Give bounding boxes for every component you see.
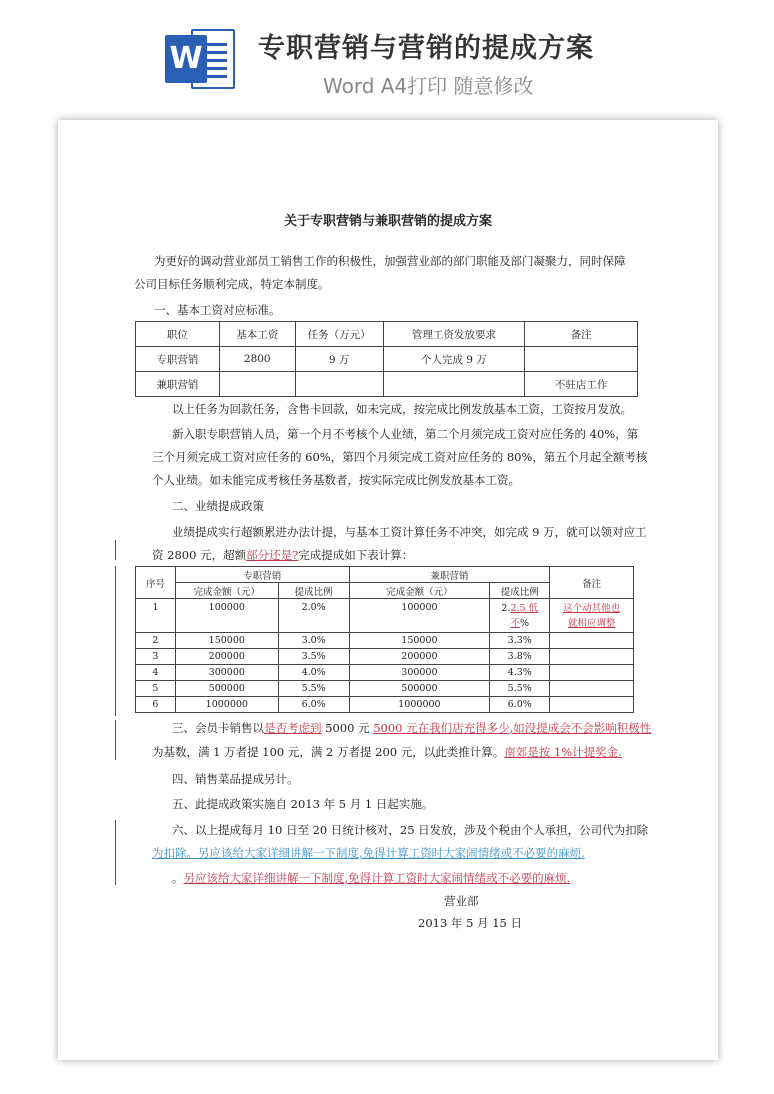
new-hire-line-1: 新入职专职营销人员，第一个月不考核个人业绩，第二个月须完成工资对应任务的 40%，第 — [172, 427, 639, 441]
word-icon — [165, 23, 237, 95]
section-3-line-2 — [152, 741, 622, 763]
table-row — [136, 681, 634, 697]
comment-partial: 部分还是? — [246, 548, 299, 562]
perf-line-1: 业绩提成实行超额累进办法计提，与基本工资计算任务不冲突，如完成 9 万，就可以领对应工 — [172, 525, 647, 539]
cell: 3.0% — [278, 633, 349, 649]
th-amount-full: 完成金额（元） — [175, 583, 278, 599]
sec3-c: 5000 元 — [321, 721, 374, 735]
cell: 5.5% — [278, 681, 349, 697]
cell: 6.0% — [278, 697, 349, 713]
th-base-salary: 基本工资 — [219, 322, 295, 347]
comment-red: 另应该给大家详细讲解一下制度,免得计算工资时大家闹情绪或不必要的麻烦. — [183, 871, 571, 885]
cell: 100000 — [349, 599, 490, 633]
salary-table — [135, 321, 638, 397]
cell: 300000 — [175, 665, 278, 681]
salary-table-header — [136, 322, 638, 347]
change-bar — [115, 540, 116, 560]
cell: 4 — [136, 665, 176, 681]
cell: 4.3% — [490, 665, 550, 681]
new-hire-line-2: 三个月须完成工资对应任务的 60%，第四个月须完成工资对应任务的 80%，第五个月起全额考核 — [152, 450, 648, 464]
section-5: 五、此提成政策实施自 2013 年 5 月 1 日起实施。 — [172, 797, 434, 811]
sec6-period: 。 — [172, 871, 184, 885]
cell: 5.5% — [490, 681, 550, 697]
cell — [550, 697, 634, 713]
cell: 3.3% — [490, 633, 550, 649]
cell: 个人完成 9 万 — [383, 347, 525, 372]
change-bar — [115, 566, 116, 716]
th-mgmt-requirement: 管理工资发放要求 — [383, 322, 525, 347]
cell: 300000 — [349, 665, 490, 681]
table-row — [136, 372, 638, 397]
perf-line-2-a: 资 2800 元，超额 — [152, 548, 247, 562]
intro-line-1: 为更好的调动营业部员工销售工作的积极性，加强营业部的部门职能及部门凝聚力，同时保障 — [154, 254, 626, 268]
table-row — [136, 649, 634, 665]
commission-table — [135, 566, 634, 713]
signature-department: 营业部 — [444, 894, 479, 908]
task-paragraph: 以上任务为回款任务，含售卡回款，如未完成，按完成比例发放基本工资，工资按月发放。 — [172, 402, 632, 416]
th-ratio-part: 提成比例 — [490, 583, 550, 599]
intro-line-2: 公司目标任务顺利完成，特定本制度。 — [134, 277, 330, 291]
section-6-blue-comment — [152, 842, 585, 864]
cell-remark-comment — [550, 599, 634, 633]
comment-5000: 5000 元在我们店充得多少,如没提成会不会影响积极性 — [373, 721, 652, 735]
cell — [295, 372, 383, 397]
cell: 150000 — [349, 633, 490, 649]
cell: 150000 — [175, 633, 278, 649]
cell: 3.5% — [278, 649, 349, 665]
new-hire-line-3: 个人业绩。如未能完成考核任务基数者，按实际完成比例发放基本工资。 — [152, 473, 520, 487]
section-6-line-1: 六、以上提成每月 10 日至 20 日统计核对，25 日发放，涉及个税由个人承担，公司代为扣除 — [172, 823, 649, 837]
cell — [525, 347, 638, 372]
cell-ratio-comment — [490, 599, 550, 633]
cell: 200000 — [349, 649, 490, 665]
cell: 500000 — [175, 681, 278, 697]
comment-consider: 是否考虑到 — [264, 721, 322, 735]
th-remark: 备注 — [550, 567, 634, 599]
table-row — [136, 697, 634, 713]
cell — [550, 633, 634, 649]
remark-comment-1: 这个动其他也 — [563, 602, 621, 614]
section-1-heading: 一、基本工资对应标准。 — [154, 303, 281, 317]
th-note: 备注 — [525, 322, 638, 347]
comment-blue: 为扣除。另应该给大家详细讲解一下制度,免得计算工资时大家闹情绪或不必要的麻烦. — [152, 846, 585, 860]
perf-line-2 — [152, 544, 413, 566]
th-parttime: 兼职营销 — [349, 567, 550, 583]
cell: 5 — [136, 681, 176, 697]
cell: 6.0% — [490, 697, 550, 713]
ratio-percent: % — [519, 617, 529, 629]
remark-comment-2: 就相应调整 — [567, 617, 616, 629]
table-row — [136, 633, 634, 649]
cell: 2800 — [219, 347, 295, 372]
th-fulltime: 专职营销 — [175, 567, 349, 583]
cell: 200000 — [175, 649, 278, 665]
document-title: 关于专职营销与兼职营销的提成方案 — [283, 214, 492, 229]
signature-date: 2013 年 5 月 15 日 — [418, 916, 522, 930]
cell: 6 — [136, 697, 176, 713]
sec3-a: 三、会员卡销售以 — [172, 721, 264, 735]
comment-nanjiao: 南郊是按 1%计提奖金. — [504, 745, 622, 759]
cell — [383, 372, 525, 397]
section-3-line-1 — [172, 717, 651, 739]
table-row — [136, 665, 634, 681]
table-row — [136, 599, 634, 633]
cell: 不驻店工作 — [525, 372, 638, 397]
cell — [550, 681, 634, 697]
section-6-red-comment — [172, 867, 570, 889]
cell: 1 — [136, 599, 176, 633]
cell — [550, 665, 634, 681]
cell: 1000000 — [175, 697, 278, 713]
th-amount-part: 完成金额（元） — [349, 583, 490, 599]
cell: 100000 — [175, 599, 278, 633]
commission-header-1 — [136, 567, 634, 583]
cell: 500000 — [349, 681, 490, 697]
ratio-prefix: 2. — [501, 602, 511, 614]
cell: 兼职营销 — [136, 372, 220, 397]
banner — [0, 0, 774, 110]
section-2-heading: 二、业绩提成政策 — [172, 499, 264, 513]
section-4: 四、销售菜品提成另计。 — [172, 772, 299, 786]
document-page — [58, 120, 718, 1060]
cell: 3 — [136, 649, 176, 665]
cell — [219, 372, 295, 397]
th-ratio-full: 提成比例 — [278, 583, 349, 599]
th-task: 任务（万元） — [295, 322, 383, 347]
table-row — [136, 347, 638, 372]
banner-title: 专职营销与营销的提成方案 — [258, 33, 594, 64]
change-bar — [115, 720, 116, 760]
cell: 2 — [136, 633, 176, 649]
cell: 专职营销 — [136, 347, 220, 372]
change-bar — [115, 820, 116, 885]
word-icon-letter: W — [165, 35, 207, 83]
th-position: 职位 — [136, 322, 220, 347]
cell: 9 万 — [295, 347, 383, 372]
sec3-e: 为基数，满 1 万者提 100 元，满 2 万者提 200 元，以此类推计算。 — [152, 745, 505, 759]
ratio-comment: 2.5 低 — [510, 602, 539, 614]
ratio-comment-2: 不 — [510, 617, 520, 629]
banner-subtitle: Word A4打印 随意修改 — [323, 74, 534, 98]
cell: 2.0% — [278, 599, 349, 633]
perf-line-2-c: 完成提成如下表计算： — [298, 548, 414, 562]
cell — [550, 649, 634, 665]
cell: 4.0% — [278, 665, 349, 681]
cell: 3.8% — [490, 649, 550, 665]
cell: 1000000 — [349, 697, 490, 713]
th-seq: 序号 — [136, 567, 176, 599]
